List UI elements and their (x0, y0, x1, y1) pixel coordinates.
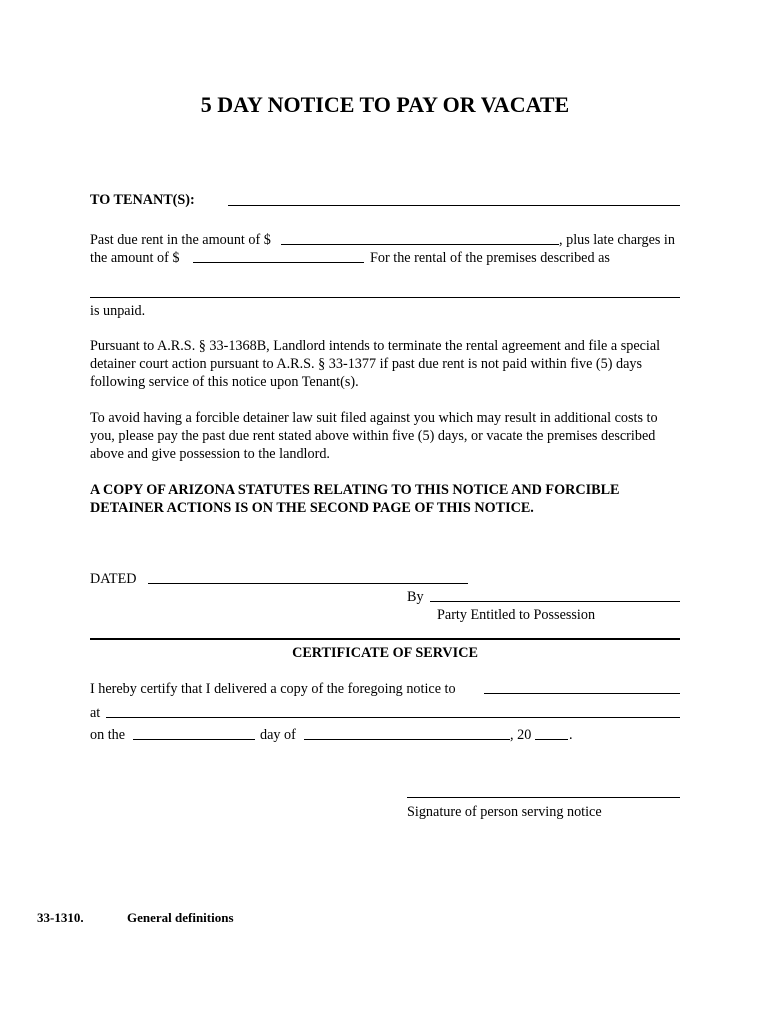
dated-label: DATED (90, 571, 137, 587)
premises-label: For the rental of the premises described as (370, 250, 610, 266)
day-of-label: day of (260, 727, 296, 743)
year-field[interactable] (535, 739, 568, 740)
dated-field[interactable] (148, 583, 468, 584)
late-charges-field[interactable] (193, 262, 364, 263)
section-title: General definitions (127, 910, 234, 925)
party-entitled-label: Party Entitled to Possession (437, 607, 596, 623)
rent-amount-label: Past due rent in the amount of $ (90, 232, 271, 248)
day-field[interactable] (133, 739, 255, 740)
tenant-name-field[interactable] (228, 205, 680, 206)
certify-text: I hereby certify that I delivered a copy of the foregoing notice to (90, 681, 456, 697)
signature-label: Signature of person serving notice (407, 804, 602, 820)
pursuant-paragraph: Pursuant to A.R.S. § 33-1368B, Landlord intends to terminate the rental agreement and file a special detainer court action pursuant to A.R.S. § 33-1377 if past due rent is not paid within five (5) days following service of this notice upon Tenant(s). (90, 338, 661, 391)
rent-amount-field[interactable] (281, 244, 559, 245)
page-title: 5 DAY NOTICE TO PAY OR VACATE (200, 92, 570, 117)
late-charges-amount-label: the amount of $ (90, 250, 180, 266)
month-field[interactable] (304, 739, 510, 740)
on-the-label: on the (90, 727, 126, 743)
at-label: at (90, 705, 101, 721)
avoid-lawsuit-paragraph: To avoid having a forcible detainer law suit filed against you which may result in additional costs to you, please pay the past due rent stated above within five (5) days, or vacate the premises described above and give possession to the landlord. (90, 410, 658, 463)
section-divider (90, 638, 680, 640)
by-label: By (407, 589, 424, 605)
section-number: 33-1310. (37, 910, 84, 925)
statutes-notice: A COPY OF ARIZONA STATUTES RELATING TO THIS NOTICE AND FORCIBLE DETAINER ACTIONS IS ON THE SECOND PAGE OF THIS NOTICE. (90, 482, 620, 517)
signature-by-field[interactable] (430, 601, 680, 602)
certificate-heading: CERTIFICATE OF SERVICE (292, 645, 478, 661)
delivered-at-field[interactable] (106, 717, 680, 718)
delivered-to-field[interactable] (484, 693, 680, 694)
is-unpaid-text: is unpaid. (90, 303, 146, 319)
year-prefix: , 20 (510, 727, 532, 743)
server-signature-field[interactable] (407, 797, 680, 798)
year-suffix: . (569, 727, 573, 743)
late-charges-label: , plus late charges in (559, 232, 675, 248)
premises-description-field[interactable] (90, 297, 680, 298)
to-tenants-label: TO TENANT(S): (90, 192, 195, 208)
